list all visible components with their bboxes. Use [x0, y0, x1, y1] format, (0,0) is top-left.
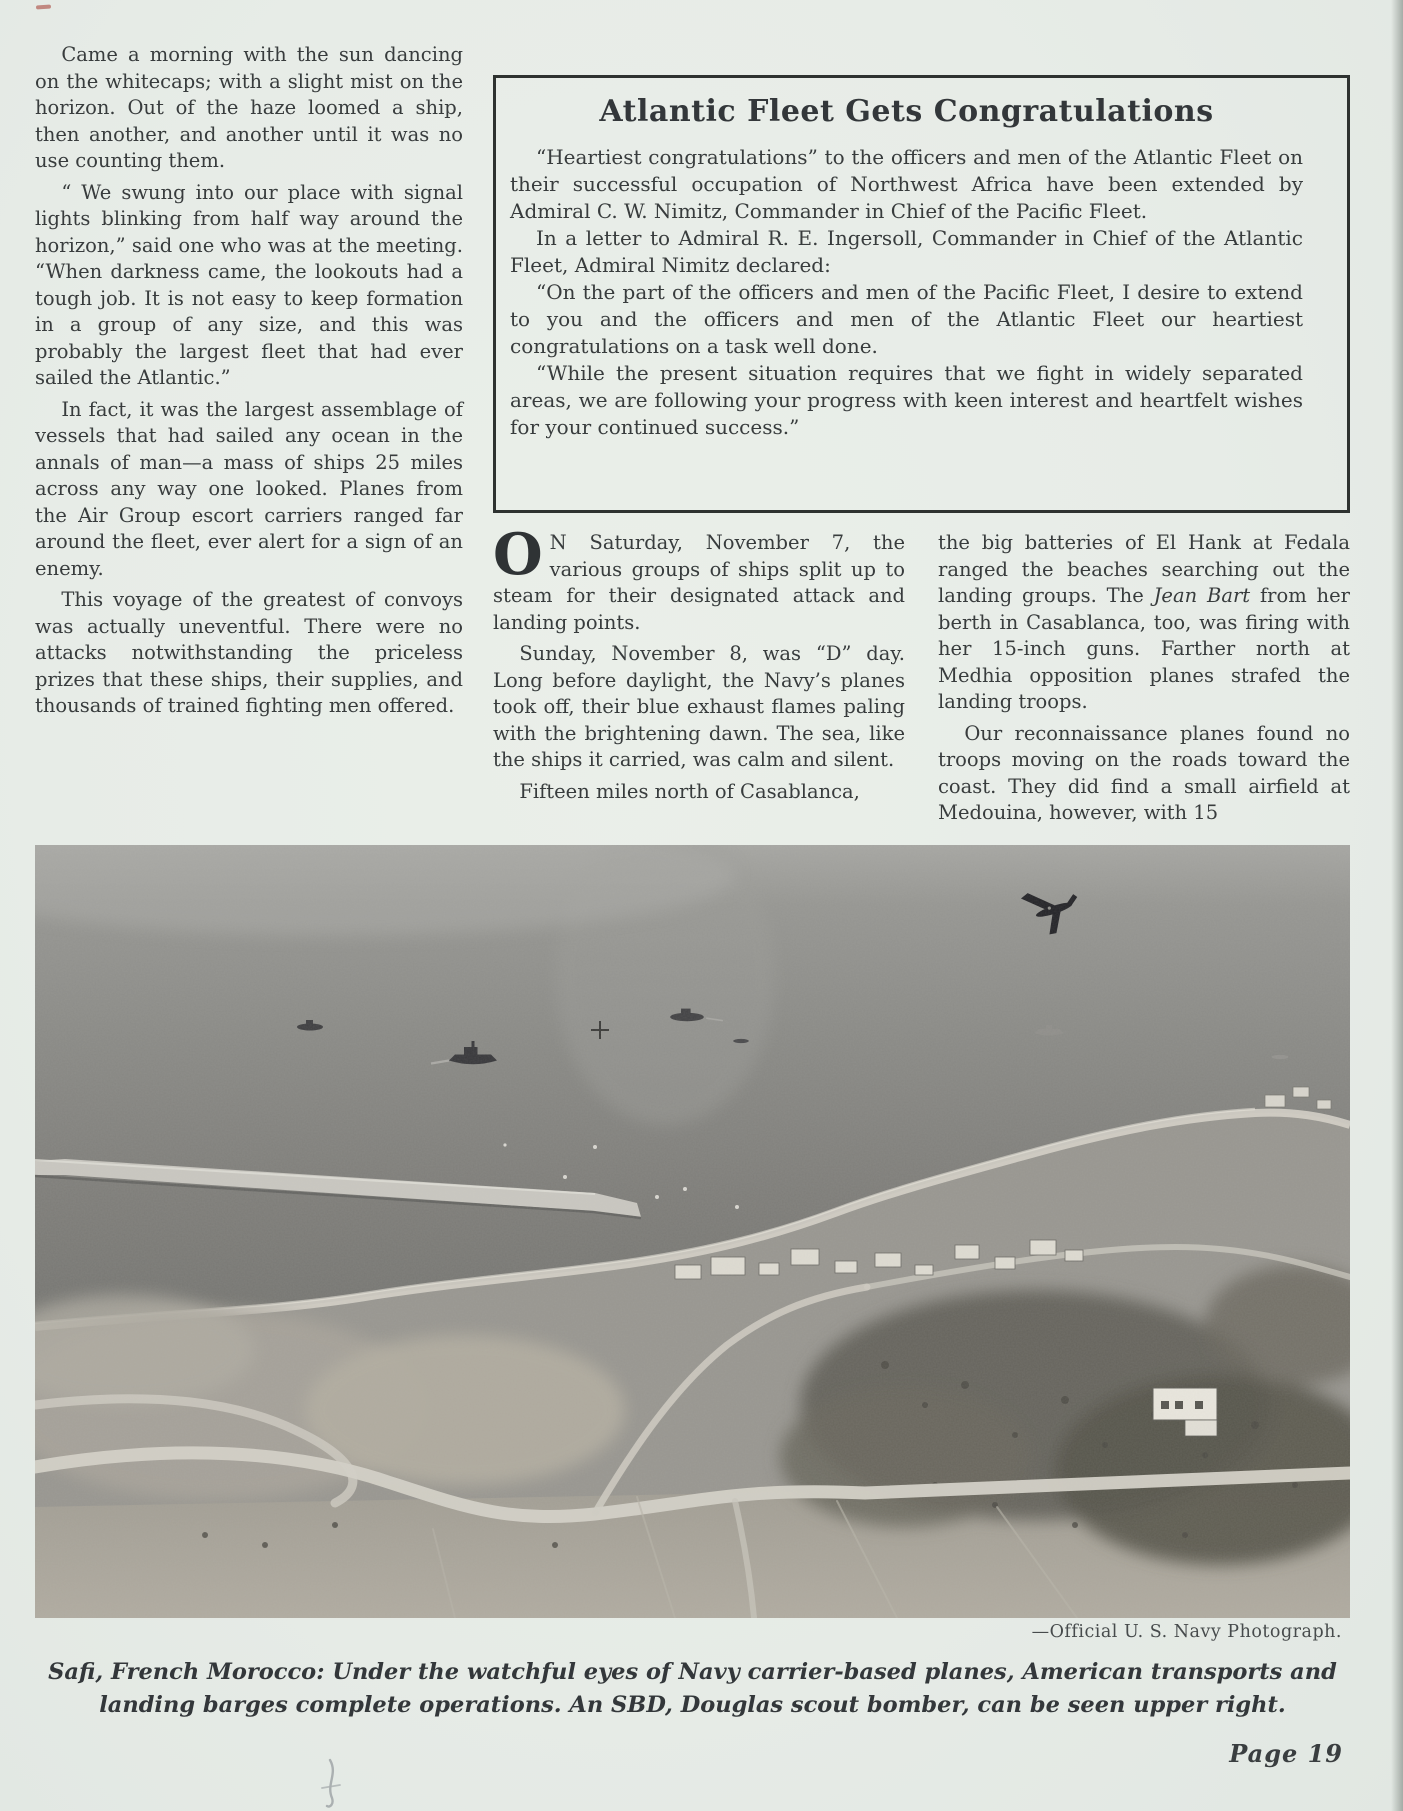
article-paragraph: In fact, it was the largest assemblage of vessels that had sailed any ocean in the annals of man—a mass of ships 25 miles across any way one looked. Planes from the Air Group escort carriers ranged far around the fleet, ever alert for a sign of an enemy. [35, 397, 463, 580]
congratulations-box [493, 75, 1350, 513]
drop-cap: O [493, 521, 543, 588]
left-column [35, 42, 463, 725]
paragraph-text: the big batteries of El Hank at Fedala ranged the beaches searching out the landing groups. The [938, 531, 1350, 607]
aerial-photo-art [35, 845, 1350, 1618]
scan-artifact-mark [36, 4, 51, 9]
article-paragraph: Fifteen miles north of Casablanca, [519, 779, 860, 803]
handwritten-mark [300, 1758, 360, 1810]
article-paragraph: This voyage of the greatest of convoys was actually uneventful. There were no attacks notwithstanding the priceless prizes that these ships, their supplies, and thousands of trained fighting men offered. [35, 588, 463, 717]
box-paragraph: In a letter to Admiral R. E. Ingersoll, Commander in Chief of the Atlantic Fleet, Admiral Nimitz declared: [510, 226, 1303, 277]
article-paragraph [493, 521, 905, 636]
aerial-photo [35, 845, 1350, 1618]
page-number: Page 19 [1229, 1739, 1343, 1768]
paragraph-text: from her berth in Casablanca, too, was firing with her 15-inch guns. Farther north at Medhia opposition planes strafed the landing troops. [938, 584, 1350, 713]
box-paragraph: “On the part of the officers and men of the Pacific Fleet, I desire to extend to you and the officers and men of the Atlantic Fleet our heartiest congratulations on a task well done. [510, 280, 1303, 358]
paragraph-text: N Saturday, November 7, the various groups of ships split up to steam for their designated attack and landing points. [493, 531, 905, 634]
photo-credit: —Official U. S. Navy Photograph. [1031, 1622, 1342, 1642]
article-paragraph: Our reconnaissance planes found no troops moving on the roads toward the coast. They did find a small airfield at Medouina, however, with 15 [938, 721, 1350, 824]
box-paragraph: “Heartiest congratulations” to the officers and men of the Atlantic Fleet on their successful occupation of Northwest Africa have been extended by Admiral C. W. Nimitz, Commander in Chief of the Pacific Fleet. [510, 145, 1303, 223]
scan-edge-shadow [1391, 0, 1403, 1811]
article-paragraph [938, 530, 1350, 716]
middle-column [493, 521, 905, 810]
right-column [938, 530, 1350, 832]
box-paragraph: “While the present situation requires that we fight in widely separated areas, we are following your progress with keen interest and heartfelt wishes for your continued success.” [510, 361, 1303, 439]
box-title: Atlantic Fleet Gets Congratulations [599, 94, 1214, 129]
photo-grain [35, 845, 1350, 1618]
photo-caption: Safi, French Morocco: Under the watchful eyes of Navy carrier-based planes, American transports and landing barges complete operations. An SBD, Douglas scout bomber, can be seen upper right. [48, 1659, 1337, 1718]
article-paragraph: Came a morning with the sun dancing on the whitecaps; with a slight mist on the horizon. Out of the haze loomed a ship, then another, and another until it was no use counting them. [35, 43, 463, 172]
article-paragraph: “ We swung into our place with signal lights blinking from half way around the horizon,” said one who was at the meeting. “When darkness came, the lookouts had a tough job. It is not easy to keep formation in a group of any size, and this was probably the largest fleet that had ever sailed the Atlantic.” [35, 180, 463, 389]
article-paragraph: Sunday, November 8, was “D” day. Long before daylight, the Navy’s planes took off, their blue exhaust flames paling with the brightening dawn. The sea, like the ships it carried, was calm and silent. [493, 642, 905, 771]
ship-name-jean-bart: Jean Bart [1153, 584, 1251, 607]
